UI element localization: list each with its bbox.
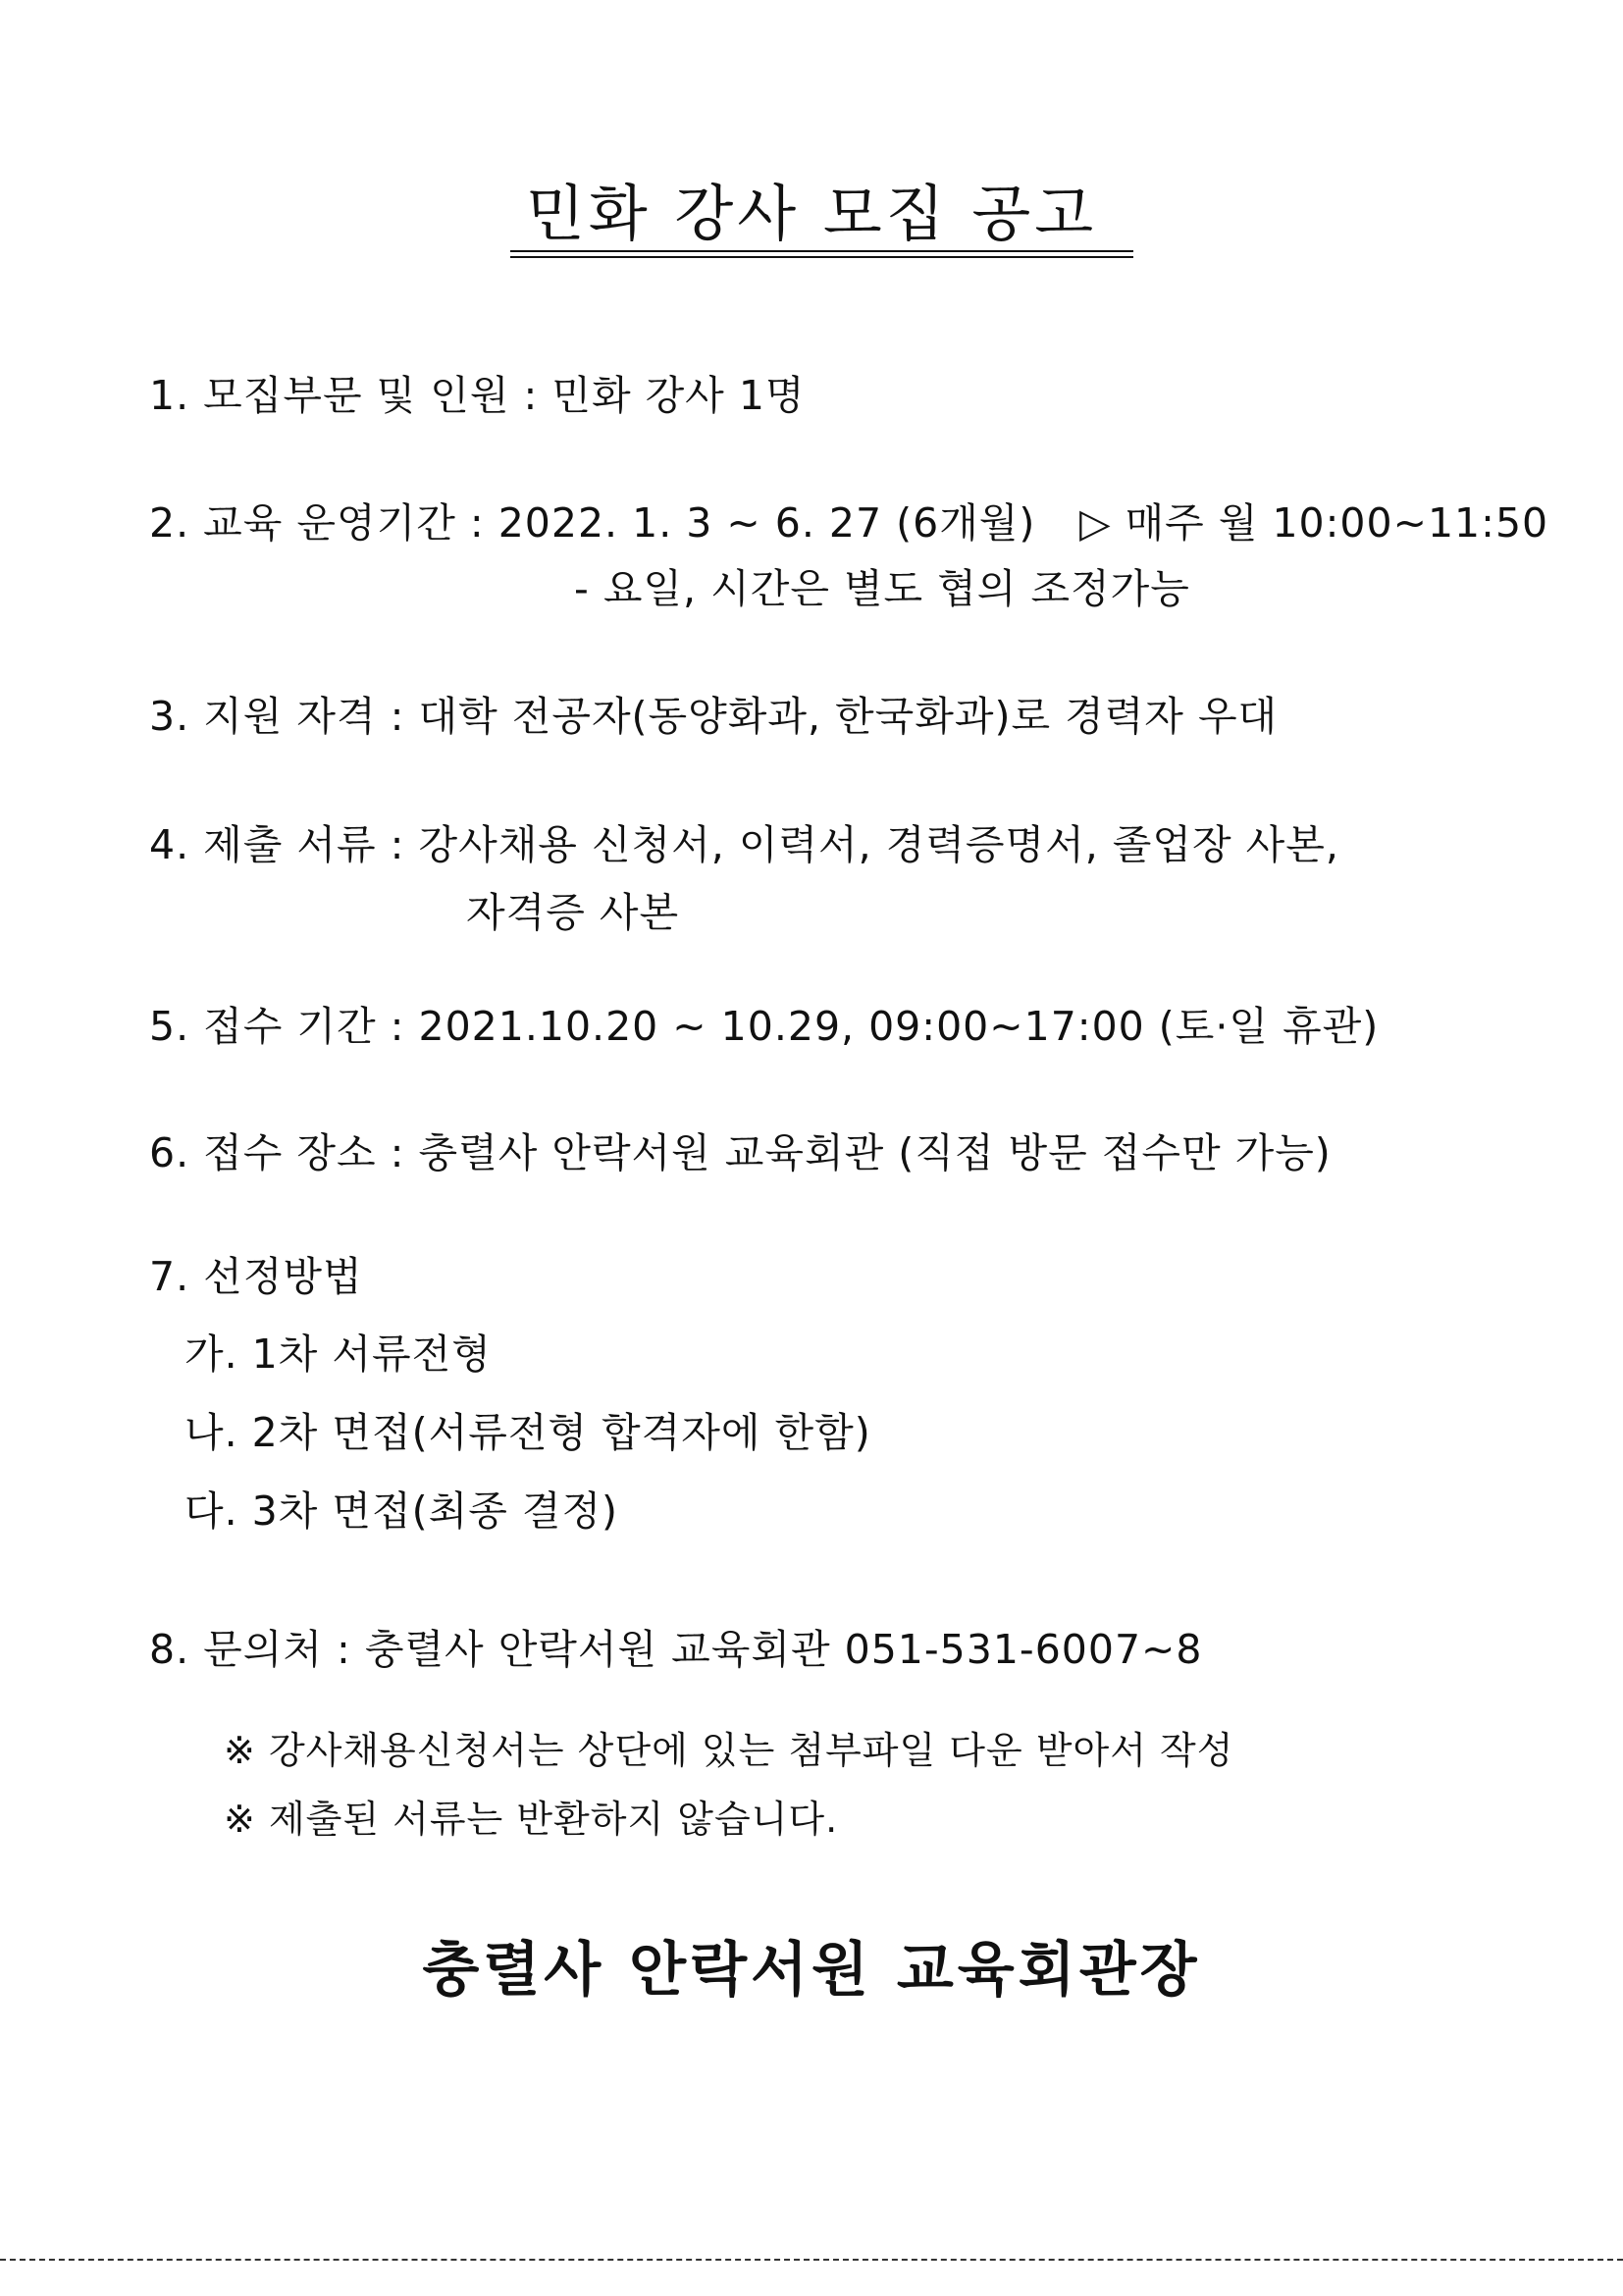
- item-period: 2. 교육 운영기간 : 2022. 1. 3 ~ 6. 27 (6개월): [149, 499, 1036, 547]
- selection-step-1: 가. 1차 서류전형: [184, 1331, 492, 1378]
- title-underline: [510, 250, 1133, 252]
- title-underline-second: [510, 256, 1133, 258]
- item-application-place: 6. 접수 장소 : 충렬사 안락서원 교육회관 (직접 방문 접수만 가능): [149, 1129, 1332, 1176]
- note-1: [224, 1727, 1233, 1774]
- selection-step-3: 다. 3차 면접(최종 결정): [184, 1487, 619, 1535]
- item-selection-method: 7. 선정방법: [149, 1253, 363, 1300]
- item-period-note: - 요일, 시간은 별도 협의 조정가능: [574, 565, 1190, 612]
- page-title: 민화 강사 모집 공고: [525, 178, 1098, 249]
- note-1-text: 강사채용신청서는 상단에 있는 첨부파일 다운 받아서 작성: [268, 1729, 1234, 1772]
- reference-mark-icon: ※: [224, 1798, 256, 1841]
- selection-step-2: 나. 2차 면접(서류전형 합격자에 한함): [184, 1409, 871, 1456]
- item-documents-cont: 자격증 사본: [466, 889, 680, 936]
- issuer-signature: 충렬사 안락서원 교육회관장: [422, 1936, 1201, 2005]
- item-recruitment: 1. 모집부문 및 인원 : 민화 강사 1명: [149, 372, 806, 419]
- note-2-text: 제출된 서류는 반환하지 않습니다.: [268, 1798, 839, 1841]
- item-contact: 8. 문의처 : 충렬사 안락서원 교육회관 051-531-6007~8: [149, 1626, 1203, 1673]
- bottom-dashed-rule: [0, 2259, 1623, 2261]
- reference-mark-icon: ※: [224, 1729, 256, 1772]
- note-2: [224, 1796, 838, 1843]
- item-period-schedule: ▷ 매주 월 10:00~11:50: [1079, 499, 1549, 547]
- item-documents: 4. 제출 서류 : 강사채용 신청서, 이력서, 경력증명서, 졸업장 사본,: [149, 821, 1339, 868]
- item-qualification: 3. 지원 자격 : 대학 전공자(동양화과, 한국화과)로 경력자 우대: [149, 693, 1279, 740]
- item-application-period: 5. 접수 기간 : 2021.10.20 ~ 10.29, 09:00~17:00 (토·일 휴관): [149, 1003, 1380, 1050]
